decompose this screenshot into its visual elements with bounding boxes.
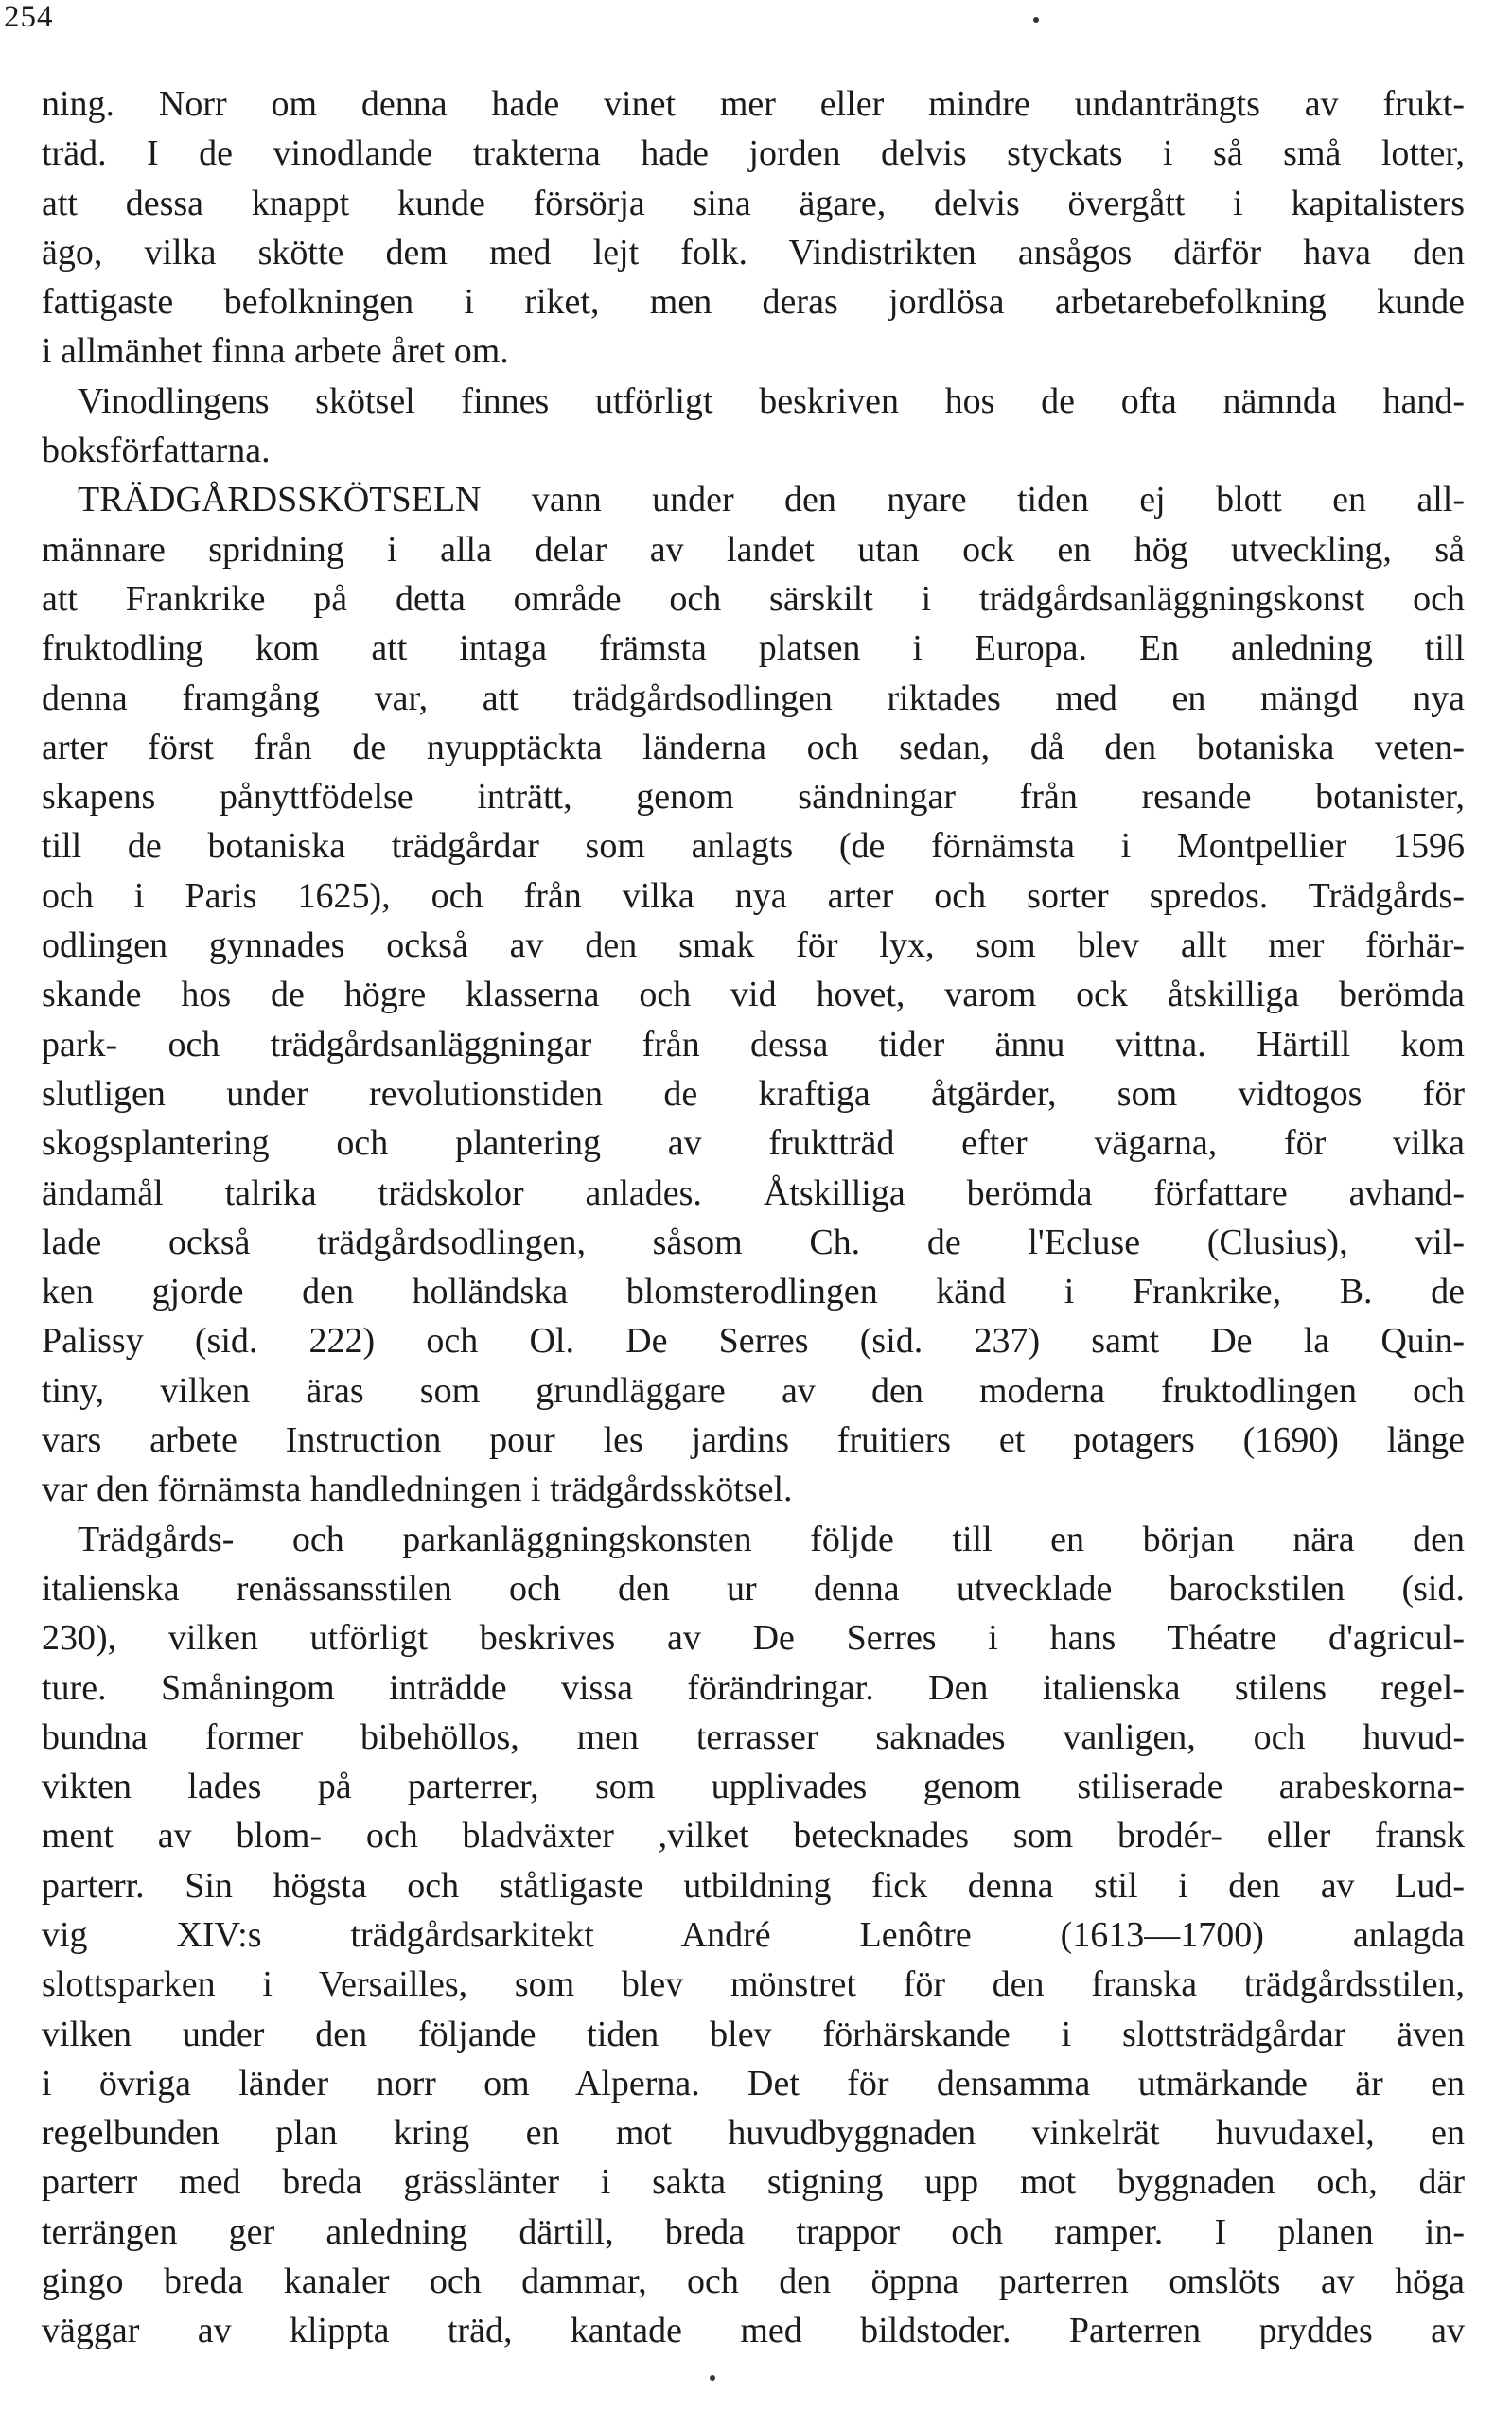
text-line: slutligen under revolutionstiden de kraftiga åtgärder, som vidtogos för (42, 1073, 1465, 1114)
text-line: vilken under den följande tiden blev förhärskande i slottsträdgårdar även (42, 2014, 1465, 2054)
text-line: ning. Norr om denna hade vinet mer eller mindre undanträngts av frukt- (42, 84, 1465, 124)
text-line: ture. Småningom inträdde vissa förändringar. Den italienska stilens regel- (42, 1667, 1465, 1708)
page-number: 254 (4, 0, 54, 34)
text-line: parterr. Sin högsta och ståtligaste utbildning fick denna stil i den av Lud- (42, 1865, 1465, 1906)
text-line: tiny, vilken äras som grundläggare av den moderna fruktodlingen och (42, 1370, 1465, 1411)
text-line: skapens pånyttfödelse inträtt, genom sändningar från resande botanister, (42, 777, 1465, 818)
text-line: vikten lades på parterrer, som upplivades genom stiliserade arabeskorna- (42, 1767, 1465, 1807)
text-line: var den förnämsta handledningen i trädgårdsskötsel. (42, 1469, 793, 1510)
text-line: italienska renässansstilen och den ur denna utvecklade barockstilen (sid. (42, 1568, 1465, 1609)
print-speck (710, 2375, 715, 2381)
text-line: Palissy (sid. 222) och Ol. De Serres (sid. 237) samt De la Quin- (42, 1321, 1465, 1362)
text-line: bundna former bibehöllos, men terrasser saknades vanligen, och huvud- (42, 1716, 1465, 1757)
body-text (42, 79, 1465, 2356)
text-line: skande hos de högre klasserna och vid hovet, varom ock åtskilliga berömda (42, 975, 1465, 1015)
text-line: denna framgång var, att trädgårdsodlingen riktades med en mängd nya (42, 678, 1465, 718)
text-line: slottsparken i Versailles, som blev mönstret för den franska trädgårdsstilen, (42, 1964, 1465, 2005)
text-line: park- och trädgårdsanläggningar från dessa tider ännu vittna. Härtill kom (42, 1024, 1465, 1065)
text-line: 230), vilken utförligt beskrives av De Serres i hans Théatre d'agricul- (42, 1618, 1465, 1659)
text-line: parterr med breda grässlänter i sakta stigning upp mot byggnaden och, där (42, 2162, 1465, 2203)
text-line: vars arbete Instruction pour les jardins fruitiers et potagers (1690) länge (42, 1420, 1465, 1461)
text-line: terrängen ger anledning därtill, breda trappor och ramper. I planen in- (42, 2211, 1465, 2252)
text-line: ken gjorde den holländska blomsterodlingen känd i Frankrike, B. de (42, 1272, 1465, 1312)
text-line: boksförfattarna. (42, 431, 271, 471)
text-line: Trädgårds- och parkanläggningskonsten följde till en början nära den (78, 1519, 1465, 1559)
text-line: Vinodlingens skötsel finnes utförligt beskriven hos de ofta nämnda hand- (78, 380, 1465, 421)
text-line: lade också trädgårdsodlingen, såsom Ch. de l'Ecluse (Clusius), vil- (42, 1222, 1465, 1262)
text-line: till de botaniska trädgårdar som anlagts (de förnämsta i Montpellier 1596 (42, 826, 1465, 867)
text-line: fruktodling kom att intaga främsta platsen i Europa. En anledning till (42, 628, 1465, 669)
text-line: ändamål talrika trädskolor anlades. Åtskilliga berömda författare avhand- (42, 1172, 1465, 1213)
text-line: odlingen gynnades också av den smak för lyx, som blev allt mer förhär- (42, 925, 1465, 966)
text-line: och i Paris 1625), och från vilka nya arter och sorter spredos. Trädgårds- (42, 875, 1465, 916)
text-line: ägo, vilka skötte dem med lejt folk. Vindistrikten ansågos därför hava den (42, 232, 1465, 273)
text-line: arter först från de nyupptäckta länderna och sedan, då den botaniska veten- (42, 727, 1465, 767)
text-line: skogsplantering och plantering av fruktträd efter vägarna, för vilka (42, 1123, 1465, 1164)
text-line: regelbunden plan kring en mot huvudbyggnaden vinkelrät huvudaxel, en (42, 2113, 1465, 2154)
print-speck (1033, 17, 1039, 23)
text-line: väggar av klippta träd, kantade med bildstoder. Parterren pryddes av (42, 2311, 1465, 2351)
text-line: gingo breda kanaler och dammar, och den öppna parterren omslöts av höga (42, 2261, 1465, 2302)
text-line: att Frankrike på detta område och särskilt i trädgårdsanläggningskonst och (42, 578, 1465, 619)
text-line: ment av blom- och bladväxter ,vilket betecknades som brodér- eller fransk (42, 1816, 1465, 1857)
text-line: männare spridning i alla delar av landet utan ock en hög utveckling, så (42, 529, 1465, 570)
text-line: TRÄDGÅRDSSKÖTSELN vann under den nyare tiden ej blott en all- (78, 480, 1465, 520)
text-line: träd. I de vinodlande trakterna hade jorden delvis styckats i så små lotter, (42, 133, 1465, 174)
text-line: att dessa knappt kunde försörja sina ägare, delvis övergått i kapitalisters (42, 183, 1465, 223)
text-line: i övriga länder norr om Alperna. Det för densamma utmärkande är en (42, 2063, 1465, 2103)
text-line: i allmänhet finna arbete året om. (42, 331, 509, 372)
text-line: vig XIV:s trädgårdsarkitekt André Lenôtre (1613—1700) anlagda (42, 1914, 1465, 1955)
text-line: fattigaste befolkningen i riket, men deras jordlösa arbetarebefolkning kunde (42, 282, 1465, 323)
